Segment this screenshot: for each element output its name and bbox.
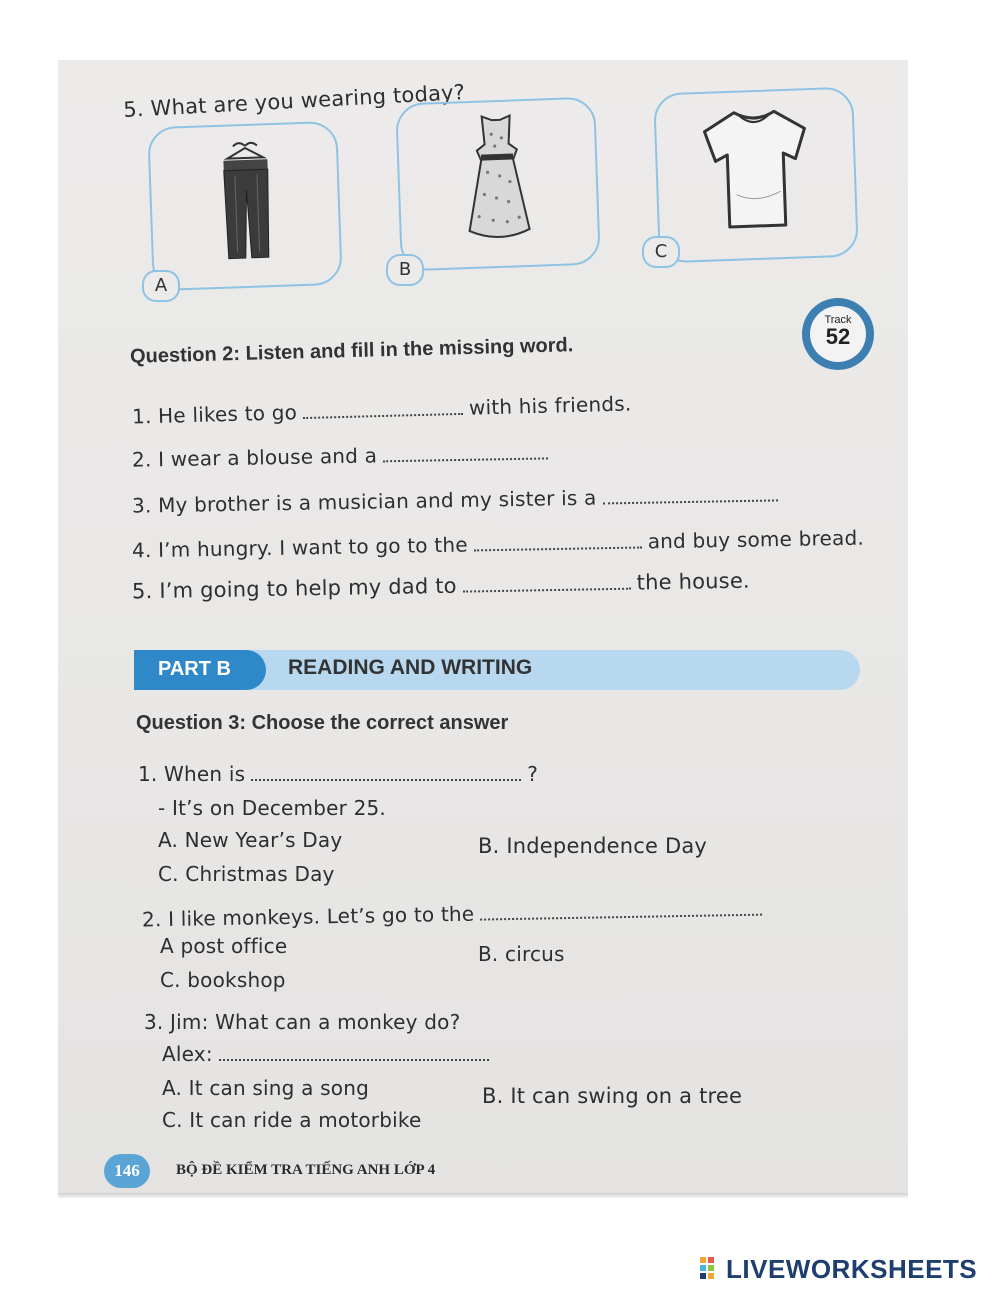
q2-item-5: 5. I’m going to help my dad to the house. bbox=[131, 568, 751, 604]
track-label: Track bbox=[824, 314, 852, 326]
blank-3[interactable] bbox=[602, 485, 777, 504]
blank-4[interactable] bbox=[474, 532, 642, 551]
brand-logo-icon bbox=[700, 1257, 722, 1281]
q3-1-option-c[interactable]: C. Christmas Day bbox=[158, 862, 335, 886]
q3-1-option-a[interactable]: A. New Year’s Day bbox=[158, 828, 343, 852]
page-number: 146 bbox=[104, 1154, 150, 1188]
q3-3-option-b[interactable]: B. It can swing on a tree bbox=[482, 1084, 743, 1108]
q3-title: Question 3: Choose the correct answer bbox=[136, 712, 509, 734]
option-a-card[interactable] bbox=[147, 121, 343, 292]
q3-3-reply: Alex: bbox=[162, 1042, 495, 1066]
q3-3-blank[interactable] bbox=[219, 1045, 489, 1061]
page-shadow bbox=[58, 1193, 908, 1199]
q3-1-option-b[interactable]: B. Independence Day bbox=[478, 834, 708, 858]
option-b-label: B bbox=[386, 254, 424, 286]
q3-1-reply: - It’s on December 25. bbox=[158, 796, 386, 820]
q3-1-prompt: 1. When is ? bbox=[138, 762, 539, 786]
dress-icon bbox=[445, 108, 550, 251]
trousers-icon bbox=[205, 139, 289, 272]
q3-3-option-a[interactable]: A. It can sing a song bbox=[162, 1076, 369, 1100]
liveworksheets-brand[interactable] bbox=[700, 1254, 977, 1284]
option-c-label: C bbox=[642, 236, 680, 268]
q3-3-prompt: 3. Jim: What can a monkey do? bbox=[144, 1010, 461, 1034]
q2-item-2: 2. I wear a blouse and a bbox=[132, 440, 554, 471]
q2-item-4: 4. I’m hungry. I want to go to the and buy some bread. bbox=[131, 525, 865, 563]
blank-2[interactable] bbox=[383, 443, 548, 462]
q3-3-option-c[interactable]: C. It can ride a motorbike bbox=[162, 1108, 422, 1132]
q3-1-blank[interactable] bbox=[251, 765, 521, 781]
q3-2-option-c[interactable]: C. bookshop bbox=[160, 968, 286, 992]
blank-1[interactable] bbox=[303, 399, 463, 419]
track-number: 52 bbox=[825, 324, 851, 349]
q2-item-3: 3. My brother is a musician and my sister is a bbox=[132, 482, 784, 517]
q3-2-option-b[interactable]: B. circus bbox=[478, 942, 565, 966]
q2-item-1: 1. He likes to go with his friends. bbox=[131, 391, 632, 429]
option-b-card[interactable] bbox=[395, 97, 601, 272]
q1-item5-text: 5. What are you wearing today? bbox=[122, 80, 466, 122]
tshirt-icon bbox=[694, 102, 818, 236]
worksheet-page bbox=[58, 60, 908, 1193]
q3-2-option-a[interactable]: A post office bbox=[160, 934, 288, 958]
book-title: BỘ ĐỀ KIỂM TRA TIẾNG ANH LỚP 4 bbox=[176, 1162, 436, 1178]
part-b-tab-label: PART B bbox=[158, 658, 231, 680]
brand-name: LIVEWORKSHEETS bbox=[726, 1253, 978, 1284]
part-b-title: READING AND WRITING bbox=[288, 656, 533, 679]
q2-title: Question 2: Listen and fill in the missing word. bbox=[129, 334, 574, 368]
option-c-card[interactable] bbox=[653, 87, 859, 264]
option-a-label: A bbox=[142, 270, 180, 302]
blank-5[interactable] bbox=[463, 574, 631, 593]
track-badge bbox=[802, 298, 874, 370]
q3-2-prompt: 2. I like monkeys. Let’s go to the bbox=[142, 897, 769, 932]
q3-2-blank[interactable] bbox=[480, 900, 762, 921]
